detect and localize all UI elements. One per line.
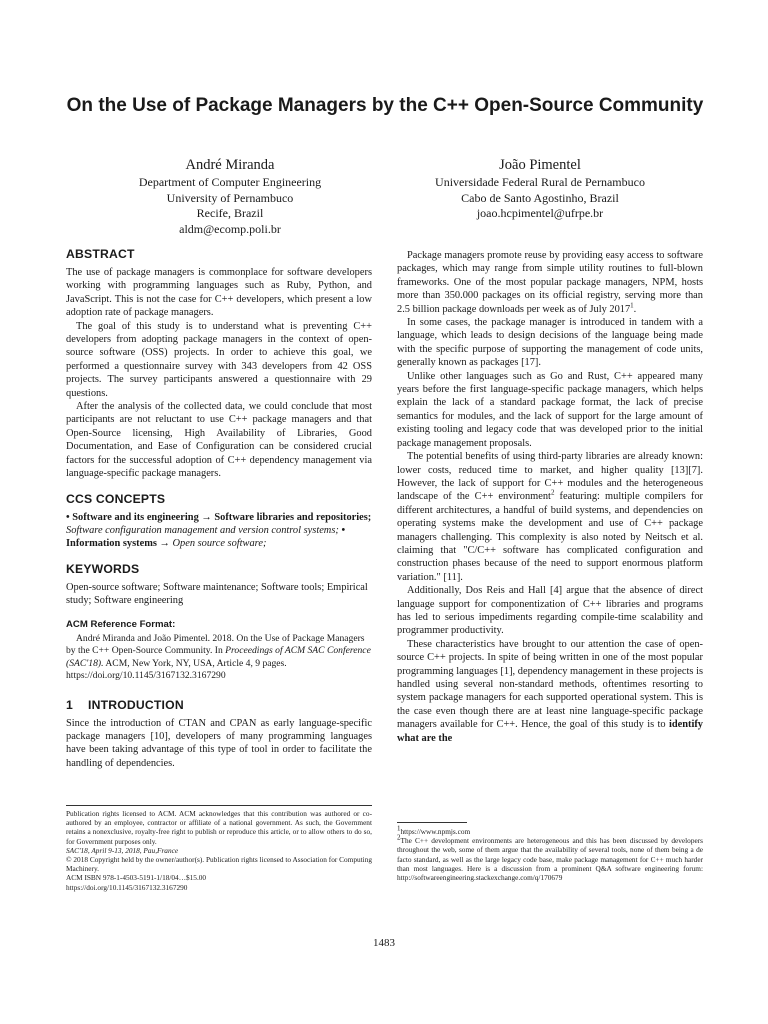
acm-ref-body	[66, 633, 372, 683]
ccs-bullet: •	[66, 511, 70, 523]
copyright-line: © 2018 Copyright held by the owner/author(s). Publication rights licensed to Association for Computing Machinery.	[66, 855, 372, 874]
keywords-heading: KEYWORDS	[66, 561, 140, 576]
intro-text: Package managers promote reuse by providing easy access to software packages, which may range from simple utility routines to full-blown frameworks. One of the most popular package managers, NPM, hosts more than 350.000 packages on its official registry, serving more than 2.5 billion package downloads per week as of July 2017	[397, 250, 703, 315]
intro-text: These characteristics have brought to our attention the case of open-source C++ projects. In spite of being written in one of the most popular programming languages [1], dependency management in these projects is handled using several non-standard methods, oftentimes resorting to system package managers for each supported operational system. This is the case even though there are at least nine language-specific package managers available for C++. Hence, the goal of this study is to	[397, 638, 703, 731]
doi-line: https://doi.org/10.1145/3167132.3167290	[66, 882, 188, 892]
intro-text: featuring: multiple compilers for different architectures, a handful of build systems, and dependencies on operating systems make the development and use of C++ package managers challenging. This complexity is also noted by Neitsch et al. claiming that "C/C++ software has complicated configuration and construction phases because of the need to support enormous platform variation." [11].	[397, 491, 703, 583]
ccs-heading: CCS CONCEPTS	[66, 491, 166, 506]
abstract-paragraph: The use of package managers is commonplace for software developers working with programming languages such as Ruby, Python, and JavaScript. This is not the case for C++ developers, which present a low adoption rate of package managers.	[66, 267, 372, 319]
right-column	[397, 249, 703, 745]
author-affiliation: Cabo de Santo Agostinho, Brazil	[461, 190, 619, 205]
footnote-1	[397, 824, 703, 836]
copyright-footnote	[66, 809, 372, 892]
ccs-concept-2: • Information systems →	[66, 524, 346, 550]
footnote-link[interactable]: https://www.npmjs.com	[400, 827, 471, 836]
author-name: André Miranda	[185, 157, 275, 173]
intro-paragraph: Unlike other languages such as Go and Rust, C++ appeared many years before the first language-specific package managers, which helps explain the lack of a standard package format, the lack of precise semantics for modules, and the lack of support for the large amount of existing tooling and legacy code that was developed prior to the initial package management proposals.	[397, 370, 703, 449]
page-footnotes	[397, 824, 703, 883]
footnote-text: The C++ development environments are heterogeneous and this has been discussed by developers throughout the web, some of them argue that the availability of several tools, none of them being a de facto standard, as well as the large legacy code base, make package management for C++ much harder than most languages. Here is a discussion from a prominent Q&A software engineering forum: http://softwareengineering.stackexchange.com/q/170679	[397, 836, 703, 883]
author-email: aldm@ecomp.poli.br	[179, 221, 281, 236]
section-title: INTRODUCTION	[88, 697, 184, 712]
author-block-1	[100, 156, 360, 237]
acm-ref-text: André Miranda and João Pimentel. 2018. On the Use of Package Managers by the C++ Open-Source Community. In	[66, 632, 365, 657]
intro-heading	[66, 697, 372, 713]
intro-paragraph	[397, 638, 703, 745]
conference-line: SAC'18, April 9-13, 2018, Pau,France	[66, 845, 179, 855]
acm-ref-text: ACM, New York, NY, USA, Article 4, 9 pages. https://doi.org/10.1145/3167132.3167290	[66, 657, 287, 682]
footnote-marker: 1	[630, 301, 634, 310]
intro-paragraph	[397, 249, 703, 316]
ccs-concept-1: Software and its engineering → Software libraries and repositories;	[72, 511, 372, 523]
page-number: 1483	[373, 937, 395, 949]
author-block-2	[400, 156, 680, 222]
abstract-paragraph: After the analysis of the collected data, we could conclude that most participants are not reluctant to use C++ package managers and that Open-Source licensing, High Availability of Libraries, Good Documentation, and Ease of Configuration can be considered crucial factors for the successful adoption of C++ dependency management via language-specific package managers.	[66, 401, 372, 480]
rights-notice: Publication rights licensed to ACM. ACM acknowledges that this contribution was authored or co-authored by an employee, contractor or affiliate of a national government. As such, the Government retains a nonexclusive, royalty-free right to publish or reproduce this article, or to allow others to do so, for Government purposes only.	[66, 809, 372, 846]
ccs-concepts	[66, 511, 372, 551]
intro-paragraph: In some cases, the package manager is introduced in tandem with a language, which leads to design decisions of the language being made with the specific purpose of supporting the management of code units, generally known as packages [17].	[397, 317, 703, 369]
author-name: João Pimentel	[499, 157, 581, 173]
isbn-line: ACM ISBN 978-1-4503-5191-1/18/04…$15.00	[66, 873, 207, 883]
intro-paragraph: Since the introduction of CTAN and CPAN as early language-specific package managers [10], developers of many programming languages have been taking advantage of this type of tool in order to facilitate the handling of dependencies.	[66, 717, 372, 769]
acm-ref-heading: ACM Reference Format:	[66, 618, 176, 630]
footnote-rule	[397, 822, 467, 823]
acm-ref-venue: Proceedings of ACM SAC Conference (SAC'18).	[66, 645, 371, 669]
intro-paragraph: Additionally, Dos Reis and Hall [4] argue that the absence of direct language support for componentization of C++ libraries and programs has led to serious impediments regarding compile-time scalability and programmer productivity.	[397, 585, 703, 637]
left-column	[66, 246, 372, 770]
intro-emphasis: identify what are the	[397, 719, 703, 744]
keywords-text: Open-source software; Software maintenance; Software tools; Empirical study; Software engineering	[66, 581, 368, 607]
author-affiliation: Universidade Federal Rural de Pernambuco	[435, 175, 645, 189]
section-number: 1	[66, 697, 73, 712]
footnote-marker: 2	[550, 488, 555, 497]
ccs-concept-2-detail: Open source software;	[172, 538, 267, 550]
footnote-marker: 2	[397, 833, 401, 842]
abstract-paragraph: The goal of this study is to understand what is preventing C++ developers from adopting package managers in the context of open-source software (OSS) projects. In order to achieve this goal, we performed a questionnaire survey with 343 developers from 42 OSS projects. The survey participants answered a questionnaire with 29 questions.	[66, 320, 372, 399]
ccs-concept-1-detail: Software configuration management and version control systems;	[66, 524, 339, 536]
intro-paragraph	[397, 450, 703, 584]
footnote-rule	[66, 805, 372, 806]
footnote-marker: 1	[397, 824, 401, 833]
intro-text: .	[633, 303, 637, 315]
author-email: joao.hcpimentel@ufrpe.br	[476, 206, 604, 220]
paper-title: On the Use of Package Managers by the C++ Open-Source Community	[66, 95, 704, 116]
author-affiliation: University of Pernambuco	[166, 190, 294, 205]
author-location: Recife, Brazil	[196, 206, 264, 220]
intro-text: The potential benefits of using third-party libraries are already known: lower costs, reduced time to market, and higher quality [13][7]. However, the lack of support for C++ modules and the heterogeneous landscape of the C++ environment	[397, 451, 703, 503]
footnote-2	[397, 833, 703, 883]
author-affiliation: Department of Computer Engineering	[138, 175, 322, 189]
abstract-heading: ABSTRACT	[66, 247, 135, 261]
